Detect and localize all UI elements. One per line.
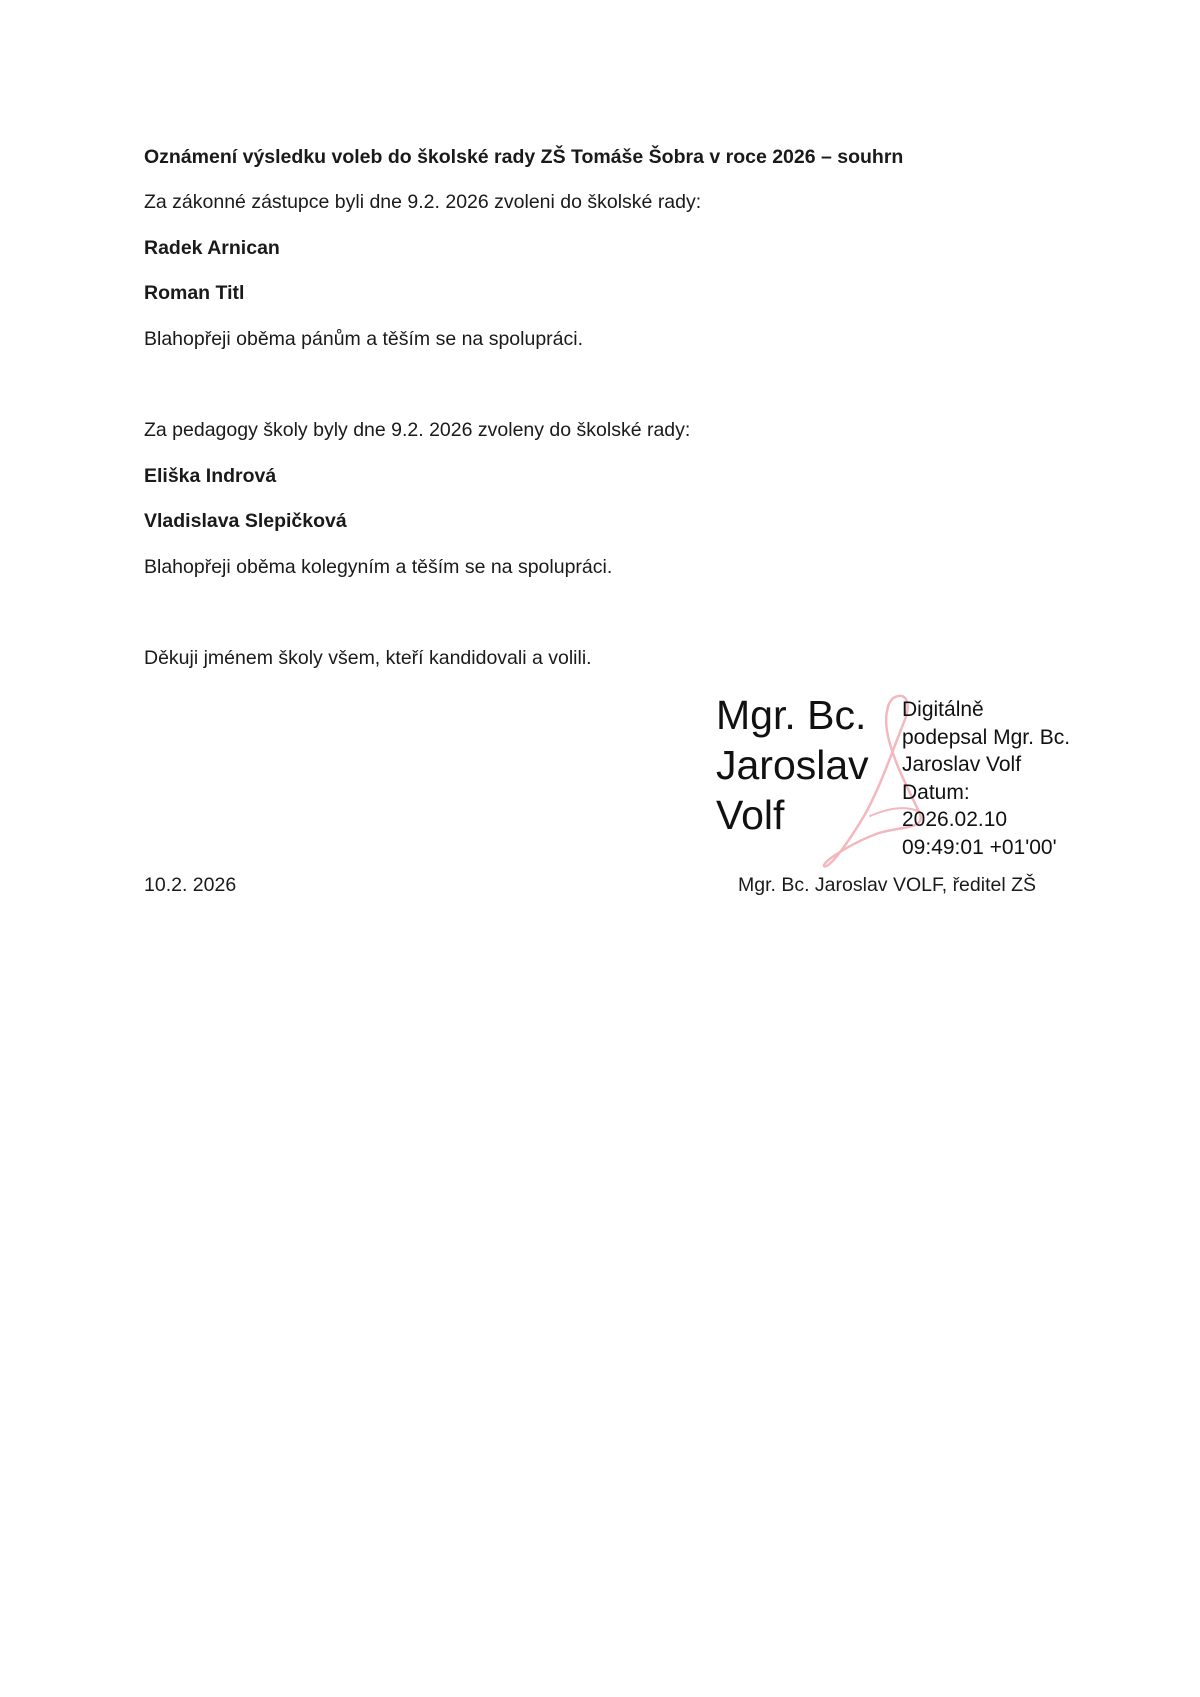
parents-intro: Za zákonné zástupce byli dne 9.2. 2026 zvoleni do školské rady:: [144, 191, 702, 213]
document-date: 10.2. 2026: [144, 874, 237, 896]
elected-teacher-name: Vladislava Slepičková: [144, 510, 347, 532]
signature-detail-line: 09:49:01 +01'00': [902, 835, 1057, 859]
parents-congrats: Blahopřeji oběma pánům a těším se na spolupráci.: [144, 328, 583, 350]
signature-name-line: Volf: [716, 792, 785, 838]
signature-details: [902, 696, 1070, 861]
document-signer: Mgr. Bc. Jaroslav VOLF, ředitel ZŠ: [738, 874, 1037, 896]
elected-parent-name: Radek Arnican: [144, 237, 280, 259]
elected-teacher-name: Eliška Indrová: [144, 465, 277, 487]
thanks-text: Děkuji jménem školy všem, kteří kandidovali a volili.: [144, 647, 592, 669]
digital-signature: [716, 690, 1096, 866]
signature-detail-line: podepsal Mgr. Bc.: [902, 725, 1071, 749]
signature-detail-line: 2026.02.10: [902, 808, 1008, 831]
teachers-congrats: Blahopřeji oběma kolegyním a těším se na spolupráci.: [144, 556, 613, 578]
signature-detail-line: Jaroslav Volf: [902, 753, 1022, 776]
teachers-intro: Za pedagogy školy byly dne 9.2. 2026 zvoleny do školské rady:: [144, 419, 691, 441]
signature-detail-line: Digitálně: [902, 698, 984, 721]
signature-detail-line: Datum:: [902, 780, 970, 804]
signature-name: [716, 690, 869, 840]
elected-parent-name: Roman Titl: [144, 282, 245, 304]
signature-name-line: Mgr. Bc.: [716, 692, 867, 738]
document-title: Oznámení výsledku voleb do školské rady ZŠ Tomáše Šobra v roce 2026 – souhrn: [144, 146, 904, 168]
signature-name-line: Jaroslav: [716, 742, 869, 788]
